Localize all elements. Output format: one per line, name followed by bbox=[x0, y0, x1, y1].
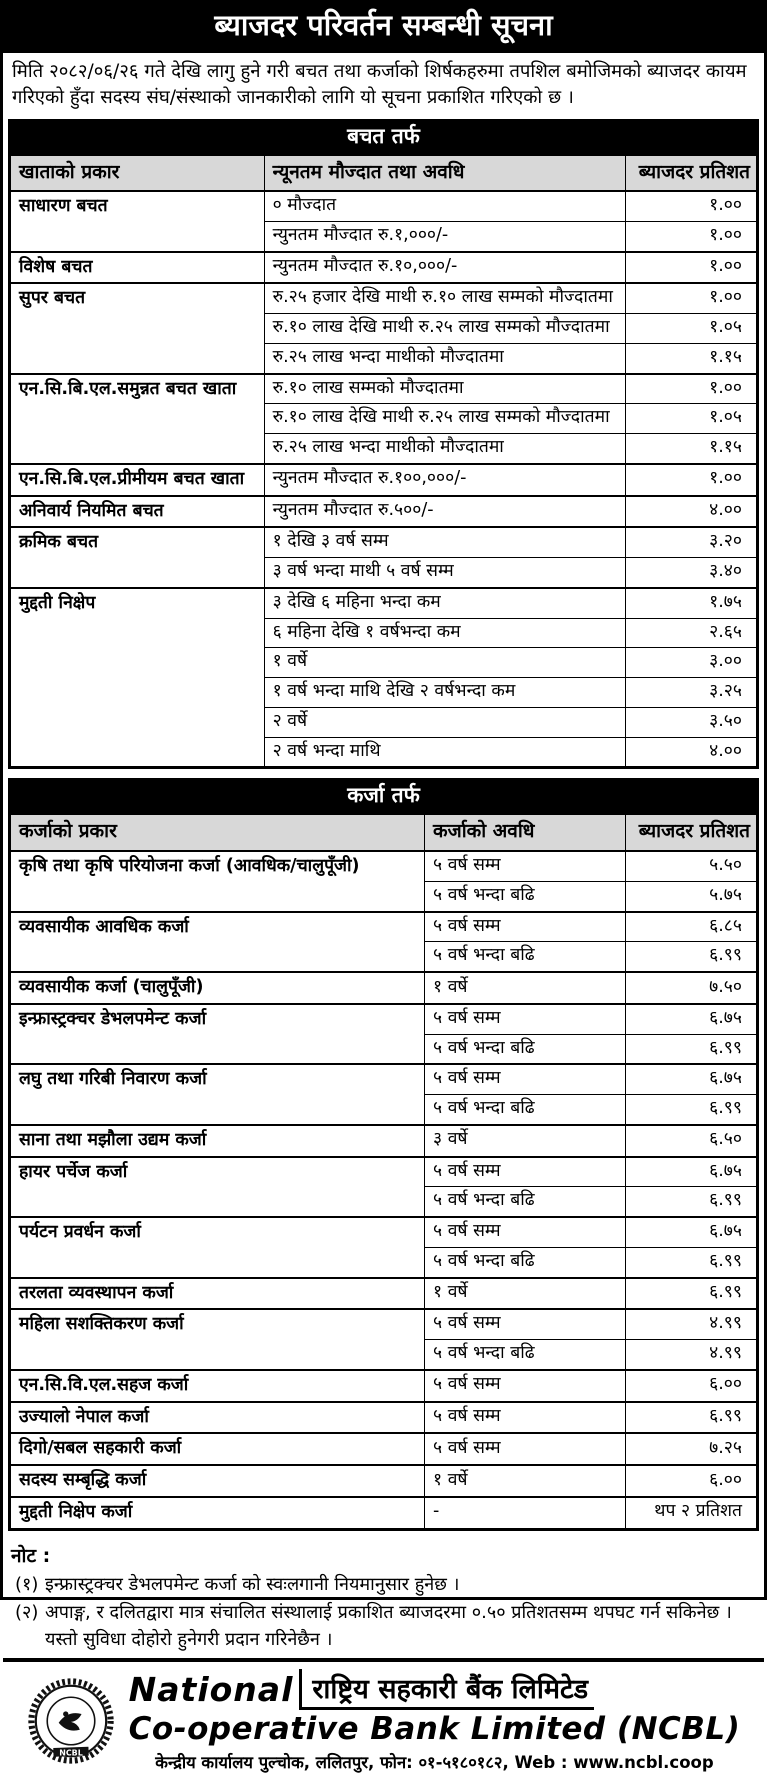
type-cell: व्यवसायीक आवधिक कर्जा bbox=[11, 912, 425, 973]
table-row bbox=[11, 1064, 757, 1094]
column-header: खाताको प्रकार bbox=[11, 155, 265, 191]
condition-cell: रु.२५ लाख भन्दा माथीको मौज्दातमा bbox=[264, 343, 626, 373]
condition-cell: न्युनतम मौज्दात रु.१,०००/- bbox=[264, 221, 626, 251]
rate-cell: १.१५ bbox=[626, 434, 757, 464]
note-item bbox=[11, 1599, 754, 1653]
rate-cell: २.६५ bbox=[626, 618, 757, 648]
condition-cell: ५ वर्ष सम्म bbox=[425, 1217, 626, 1247]
bank-seal-icon bbox=[27, 1677, 115, 1765]
type-cell: व्यवसायीक कर्जा (चालुपूँजी) bbox=[11, 972, 425, 1004]
condition-cell: ५ वर्ष सम्म bbox=[425, 912, 626, 942]
header-row bbox=[11, 815, 757, 851]
rate-cell: १.०५ bbox=[626, 314, 757, 344]
ncbl-logo-seal bbox=[27, 1677, 115, 1765]
table-row bbox=[11, 1309, 757, 1339]
rate-cell: ६.७५ bbox=[626, 1064, 757, 1094]
table-row bbox=[11, 496, 757, 528]
column-header: न्यूनतम मौज्दात तथा अवधि bbox=[264, 155, 626, 191]
rate-cell: १.०० bbox=[626, 374, 757, 404]
table-row bbox=[11, 283, 757, 313]
notes-section bbox=[3, 1540, 764, 1658]
rate-cell: १.०० bbox=[626, 252, 757, 284]
condition-cell: ५ वर्ष सम्म bbox=[425, 1433, 626, 1465]
column-header: ब्याजदर प्रतिशत bbox=[626, 155, 757, 191]
table-row bbox=[11, 1433, 757, 1465]
type-cell: एन.सि.वि.एल.सहज कर्जा bbox=[11, 1370, 425, 1402]
rate-cell: ४.९९ bbox=[626, 1309, 757, 1339]
condition-cell: ३ वर्षे bbox=[425, 1125, 626, 1157]
rate-cell: ६.९९ bbox=[626, 1278, 757, 1310]
page-title: ब्याजदर परिवर्तन सम्बन्धी सूचना bbox=[3, 0, 764, 53]
brand-row-top bbox=[129, 1669, 594, 1710]
type-cell: कृषि तथा कृषि परियोजना कर्जा (आवधिक/चालुपूँजी) bbox=[11, 851, 425, 912]
rate-cell: ६.०० bbox=[626, 1465, 757, 1497]
rate-cell: १.७५ bbox=[626, 588, 757, 618]
table-row bbox=[11, 912, 757, 942]
condition-cell: १ वर्षे bbox=[425, 1278, 626, 1310]
loans-section bbox=[8, 778, 759, 1530]
condition-cell: न्युनतम मौज्दात रु.५००/- bbox=[264, 496, 626, 528]
type-cell: उज्यालो नेपाल कर्जा bbox=[11, 1402, 425, 1434]
table-row bbox=[11, 252, 757, 284]
rate-cell: थप २ प्रतिशत bbox=[626, 1497, 757, 1528]
rate-cell: ६.७५ bbox=[626, 1157, 757, 1187]
rate-cell: ३.०० bbox=[626, 648, 757, 678]
condition-cell: ५ वर्ष सम्म bbox=[425, 1402, 626, 1434]
column-header: कर्जाको अवधि bbox=[425, 815, 626, 851]
type-cell: सुपर बचत bbox=[11, 283, 265, 373]
type-cell: महिला सशक्तिकरण कर्जा bbox=[11, 1309, 425, 1370]
type-cell: सदस्य सम्बृद्धि कर्जा bbox=[11, 1465, 425, 1497]
condition-cell: ६ महिना देखि १ वर्षभन्दा कम bbox=[264, 618, 626, 648]
note-number: (१) bbox=[15, 1573, 39, 1595]
rate-cell: ६.५० bbox=[626, 1125, 757, 1157]
rate-cell: ६.९९ bbox=[626, 1034, 757, 1064]
table-row bbox=[11, 191, 757, 221]
type-cell: पर्यटन प्रवर्धन कर्जा bbox=[11, 1217, 425, 1278]
savings-rate-table bbox=[10, 155, 757, 768]
loan-rate-table bbox=[10, 814, 757, 1528]
type-cell: एन.सि.बि.एल.समुन्नत बचत खाता bbox=[11, 374, 265, 464]
rate-cell: ६.९९ bbox=[626, 1247, 757, 1277]
table-row bbox=[11, 972, 757, 1004]
svg-text:NCBL: NCBL bbox=[58, 1747, 83, 1757]
note-text: अपाङ्ग, र दलितद्वारा मात्र संचालित संस्थालाई प्रकाशित ब्याजदरमा ०.५० प्रतिशतसम्म थपघट गर्न सकिनेछ । यस्तो सुविधा दोहोरो हुनेगरी प्रदान गरिनेछैन । bbox=[45, 1601, 732, 1650]
condition-cell: न्युनतम मौज्दात रु.१०,०००/- bbox=[264, 252, 626, 284]
condition-cell: १ वर्षे bbox=[264, 648, 626, 678]
condition-cell: रु.१० लाख सम्मको मौज्दातमा bbox=[264, 374, 626, 404]
condition-cell: ३ वर्ष भन्दा माथी ५ वर्ष सम्म bbox=[264, 558, 626, 588]
notes-list bbox=[11, 1571, 754, 1653]
rate-cell: ६.९९ bbox=[626, 942, 757, 972]
rate-cell: ४.०० bbox=[626, 737, 757, 767]
condition-cell: १ वर्षे bbox=[425, 1465, 626, 1497]
type-cell: एन.सि.बि.एल.प्रीमीयम बचत खाता bbox=[11, 464, 265, 496]
note-number: (२) bbox=[15, 1601, 39, 1623]
table-row bbox=[11, 1125, 757, 1157]
notes-heading: नोट : bbox=[11, 1544, 51, 1567]
table-row bbox=[11, 1497, 757, 1528]
type-cell: विशेष बचत bbox=[11, 252, 265, 284]
condition-cell: १ वर्ष भन्दा माथि देखि २ वर्षभन्दा कम bbox=[264, 678, 626, 708]
condition-cell: ५ वर्ष सम्म bbox=[425, 1064, 626, 1094]
note-text: इन्फ्रास्ट्रक्चर डेभलपमेन्ट कर्जा को स्वःलगानी नियमानुसार हुनेछ । bbox=[45, 1573, 460, 1595]
intro-paragraph: मिति २०८२/०६/२६ गते देखि लागु हुने गरी बचत तथा कर्जाको शिर्षकहरुमा तपशिल बमोजिमको ब्याजदर कायम गरिएको हुँदा सदस्य संघ/संस्थाको जानकारीको लागि यो सूचना प्रकाशित गरिएको छ । bbox=[12, 61, 747, 109]
table-row bbox=[11, 588, 757, 618]
condition-cell: ५ वर्ष भन्दा बढि bbox=[425, 1095, 626, 1125]
rate-cell: ६.९९ bbox=[626, 1095, 757, 1125]
brand-nepali-name: राष्ट्रिय सहकारी बैंक लिमिटेड bbox=[299, 1669, 594, 1710]
rate-cell: ६.०० bbox=[626, 1370, 757, 1402]
condition-cell: रु.१० लाख देखि माथी रु.२५ लाख सम्मको मौज्दातमा bbox=[264, 314, 626, 344]
condition-cell: १ वर्षे bbox=[425, 972, 626, 1004]
table-row bbox=[11, 1370, 757, 1402]
condition-cell: रु.२५ लाख भन्दा माथीको मौज्दातमा bbox=[264, 434, 626, 464]
rate-cell: १.०० bbox=[626, 191, 757, 221]
condition-cell: ५ वर्ष सम्म bbox=[425, 1157, 626, 1187]
footer-banner bbox=[3, 1658, 764, 1781]
column-header: कर्जाको प्रकार bbox=[11, 815, 425, 851]
rate-cell: ३.२५ bbox=[626, 678, 757, 708]
rate-cell: १.१५ bbox=[626, 343, 757, 373]
table-row bbox=[11, 1465, 757, 1497]
savings-section bbox=[8, 119, 759, 770]
condition-cell: ० मौज्दात bbox=[264, 191, 626, 221]
table-row bbox=[11, 1278, 757, 1310]
rate-cell: ७.५० bbox=[626, 972, 757, 1004]
type-cell: लघु तथा गरिबी निवारण कर्जा bbox=[11, 1064, 425, 1125]
condition-cell: ५ वर्ष भन्दा बढि bbox=[425, 1187, 626, 1217]
rate-cell: ६.७५ bbox=[626, 1217, 757, 1247]
brand-national-word: National bbox=[128, 1669, 294, 1709]
condition-cell: ५ वर्ष भन्दा बढि bbox=[425, 942, 626, 972]
condition-cell: ५ वर्ष सम्म bbox=[425, 1370, 626, 1402]
condition-cell: न्युनतम मौज्दात रु.१००,०००/- bbox=[264, 464, 626, 496]
rate-cell: ५.७५ bbox=[626, 881, 757, 911]
table-row bbox=[11, 1402, 757, 1434]
rate-cell: ६.७५ bbox=[626, 1004, 757, 1034]
type-cell: इन्फ्रास्ट्रक्चर डेभलपमेन्ट कर्जा bbox=[11, 1004, 425, 1065]
condition-cell: रु.२५ हजार देखि माथी रु.१० लाख सम्मको मौज्दातमा bbox=[264, 283, 626, 313]
condition-cell: ५ वर्ष सम्म bbox=[425, 1004, 626, 1034]
rate-cell: १.०५ bbox=[626, 404, 757, 434]
table-row bbox=[11, 527, 757, 557]
condition-cell: ५ वर्ष भन्दा बढि bbox=[425, 1340, 626, 1370]
rate-cell: ४.०० bbox=[626, 496, 757, 528]
rate-cell: ३.२० bbox=[626, 527, 757, 557]
rate-cell: १.०० bbox=[626, 283, 757, 313]
savings-section-title: बचत तर्फ bbox=[10, 121, 757, 155]
condition-cell: - bbox=[425, 1497, 626, 1528]
type-cell: अनिवार्य नियमित बचत bbox=[11, 496, 265, 528]
type-cell: क्रमिक बचत bbox=[11, 527, 265, 588]
rate-cell: १.०० bbox=[626, 221, 757, 251]
rate-cell: ६.९९ bbox=[626, 1402, 757, 1434]
condition-cell: ५ वर्ष भन्दा बढि bbox=[425, 881, 626, 911]
table-row bbox=[11, 851, 757, 881]
table-row bbox=[11, 1217, 757, 1247]
rate-cell: ५.५० bbox=[626, 851, 757, 881]
brand-english-name: Co-operative Bank Limited (NCBL) bbox=[128, 1710, 741, 1747]
condition-cell: २ वर्षे bbox=[264, 707, 626, 737]
column-header: ब्याजदर प्रतिशत bbox=[626, 815, 757, 851]
table-row bbox=[11, 1157, 757, 1187]
type-cell: मुद्दती निक्षेप कर्जा bbox=[11, 1497, 425, 1528]
type-cell: साना तथा मझौला उद्यम कर्जा bbox=[11, 1125, 425, 1157]
table-row bbox=[11, 1004, 757, 1034]
condition-cell: १ देखि ३ वर्ष सम्म bbox=[264, 527, 626, 557]
condition-cell: ३ देखि ६ महिना भन्दा कम bbox=[264, 588, 626, 618]
header-row bbox=[11, 155, 757, 191]
loans-section-title: कर्जा तर्फ bbox=[10, 780, 757, 814]
table-row bbox=[11, 464, 757, 496]
type-cell: तरलता व्यवस्थापन कर्जा bbox=[11, 1278, 425, 1310]
footer-content bbox=[27, 1669, 741, 1773]
condition-cell: २ वर्ष भन्दा माथि bbox=[264, 737, 626, 767]
rate-cell: ७.२५ bbox=[626, 1433, 757, 1465]
rate-cell: १.०० bbox=[626, 464, 757, 496]
type-cell: हायर पर्चेज कर्जा bbox=[11, 1157, 425, 1218]
rate-cell: ३.५० bbox=[626, 707, 757, 737]
brand-block bbox=[129, 1669, 741, 1773]
condition-cell: ५ वर्ष सम्म bbox=[425, 1309, 626, 1339]
rate-cell: ३.४० bbox=[626, 558, 757, 588]
rate-cell: ६.९९ bbox=[626, 1187, 757, 1217]
rate-cell: ६.८५ bbox=[626, 912, 757, 942]
table-row bbox=[11, 374, 757, 404]
type-cell: दिगो/सबल सहकारी कर्जा bbox=[11, 1433, 425, 1465]
footer-address: केन्द्रीय कार्यालय पुल्चोक, ललितपुर, फोन: ०१-५१८०१८२, Web : www.ncbl.coop bbox=[155, 1752, 714, 1772]
type-cell: साधारण बचत bbox=[11, 191, 265, 252]
condition-cell: ५ वर्ष भन्दा बढि bbox=[425, 1034, 626, 1064]
condition-cell: ५ वर्ष भन्दा बढि bbox=[425, 1247, 626, 1277]
condition-cell: ५ वर्ष सम्म bbox=[425, 851, 626, 881]
type-cell: मुद्दती निक्षेप bbox=[11, 588, 265, 767]
rate-cell: ४.९९ bbox=[626, 1340, 757, 1370]
note-item bbox=[11, 1571, 754, 1598]
condition-cell: रु.१० लाख देखि माथी रु.२५ लाख सम्मको मौज्दातमा bbox=[264, 404, 626, 434]
